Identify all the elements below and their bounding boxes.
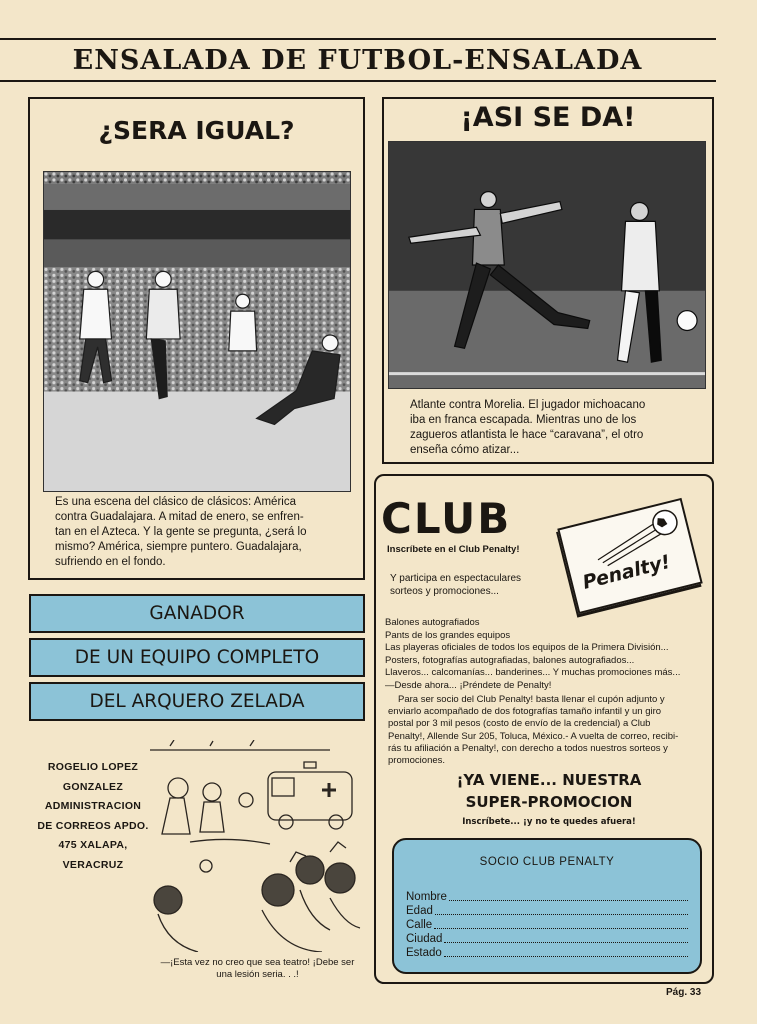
caption-line: Es una escena del clásico de clásicos: América — [55, 496, 296, 508]
promo-subtitle: Inscríbete... ¡y no te quedes afuera! — [462, 817, 636, 827]
page-number: Pág. 33 — [666, 987, 702, 998]
coupon-field-line[interactable] — [444, 932, 688, 943]
winner-address — [30, 758, 156, 875]
club-intro — [390, 573, 560, 598]
coupon-field-calle[interactable] — [406, 918, 688, 932]
coupon-field-line[interactable] — [444, 946, 688, 957]
cartoon-caption — [150, 957, 365, 981]
masthead-bottom-rule — [0, 80, 716, 82]
caption-line: enseña cómo atizar... — [410, 444, 520, 456]
benefit-line: —Desde ahora... ¡Préndete de Penalty! — [385, 679, 552, 691]
coupon-field-label: Nombre — [406, 891, 447, 903]
benefit-line: Posters, fotografías autografiadas, balones autografiados... — [385, 654, 635, 666]
caption-line: sufriendo en el fondo. — [55, 556, 166, 568]
benefit-line: Balones autografiados — [385, 617, 480, 628]
left-story-caption — [55, 495, 355, 570]
caption-line: Atlante contra Morelia. El jugador michoacano — [410, 399, 646, 411]
promo-line-2: SUPER-PROMOCION — [465, 793, 633, 811]
address-line: GONZALEZ — [62, 780, 124, 793]
caption-line: tan en el Azteca. Y la gente se pregunta, ¿será lo — [55, 526, 307, 538]
address-line: ADMINISTRACION — [44, 800, 142, 812]
caption-line: mismo? América, siempre puntero. Guadalajara, — [55, 541, 302, 553]
right-story-photo — [388, 141, 706, 389]
coupon-field-line[interactable] — [435, 904, 688, 915]
coupon-field-edad[interactable] — [406, 904, 688, 918]
instruction-line: Para ser socio del Club Penalty! basta llenar el cupón adjunto y — [398, 694, 665, 705]
club-title: CLUB — [381, 494, 512, 543]
top-rule — [0, 38, 716, 40]
cartoon-illustration — [150, 740, 365, 952]
coupon-field-label: Ciudad — [406, 933, 443, 945]
coupon-field-label: Edad — [406, 905, 433, 917]
benefit-line: Pants de los grandes equipos — [385, 629, 511, 641]
instruction-line: promociones. — [388, 755, 446, 767]
club-benefits — [385, 617, 710, 692]
club-subtitle: Inscríbete en el Club Penalty! — [387, 544, 520, 555]
address-line: DE CORREOS APDO. — [37, 819, 149, 832]
promo-line-1: ¡YA VIENE... NUESTRA — [456, 771, 642, 789]
instruction-line: Penalty!, Allende Sur 205, Toluca, México.- A vuelta de correo, recibi- — [388, 730, 679, 742]
instruction-line: postal por 3 mil pesos (costo de envío de la credencial) a Club — [388, 718, 651, 730]
benefit-line: Las playeras oficiales de todos los equipos de la Primera División... — [385, 642, 669, 653]
address-line: ROGELIO LOPEZ — [47, 761, 139, 773]
address-line: VERACRUZ — [62, 858, 124, 871]
masthead-title: ENSALADA DE FUTBOL-ENSALADA — [72, 45, 643, 76]
coupon-field-estado[interactable] — [406, 946, 688, 960]
coupon-field-label: Estado — [406, 947, 442, 959]
caption-line: contra Guadalajara. A mitad de enero, se enfren- — [55, 511, 304, 523]
left-story-photo — [43, 171, 351, 492]
address-line: 475 XALAPA, — [58, 839, 128, 851]
club-intro-line: Y participa en espectaculares — [390, 573, 522, 584]
cartoon-caption-line: una lesión seria. . .! — [216, 969, 299, 980]
coupon-title: SOCIO CLUB PENALTY — [479, 856, 615, 868]
caption-line: zagueros atlantista le hace “caravana”, el otro — [410, 429, 644, 441]
instruction-line: rás tu afiliación a Penalty!, con derecho a todos nuestros sorteos y — [388, 742, 668, 754]
caption-line: iba en franca escapada. Mientras uno de los — [410, 414, 637, 426]
banner-team: DE UN EQUIPO COMPLETO — [29, 638, 365, 677]
club-intro-line: sorteos y promociones... — [390, 585, 499, 597]
cartoon-caption-line: —¡Esta vez no creo que sea teatro! ¡Debe ser — [160, 957, 355, 968]
coupon-field-line[interactable] — [434, 918, 688, 929]
coupon-field-label: Calle — [406, 919, 433, 931]
banner-winner: GANADOR — [29, 594, 365, 633]
membership-coupon — [392, 838, 702, 974]
coupon-field-line[interactable] — [449, 890, 688, 901]
right-story-caption — [410, 398, 710, 458]
coupon-field-ciudad[interactable] — [406, 932, 688, 946]
benefit-line: Llaveros... calcomanías... banderines... Y muchas promociones más... — [385, 667, 681, 678]
instruction-line: enviarlo acompañado de dos fotografías tamaño infantil y un giro — [388, 706, 662, 718]
left-story-headline: ¿SERA IGUAL? — [98, 116, 295, 145]
club-instructions — [388, 694, 710, 767]
right-story-headline: ¡ASI SE DA! — [460, 102, 636, 133]
penalty-logo-text: Penalty! — [580, 550, 673, 594]
banner-goalkeeper: DEL ARQUERO ZELADA — [29, 682, 365, 721]
coupon-field-nombre[interactable] — [406, 890, 688, 904]
